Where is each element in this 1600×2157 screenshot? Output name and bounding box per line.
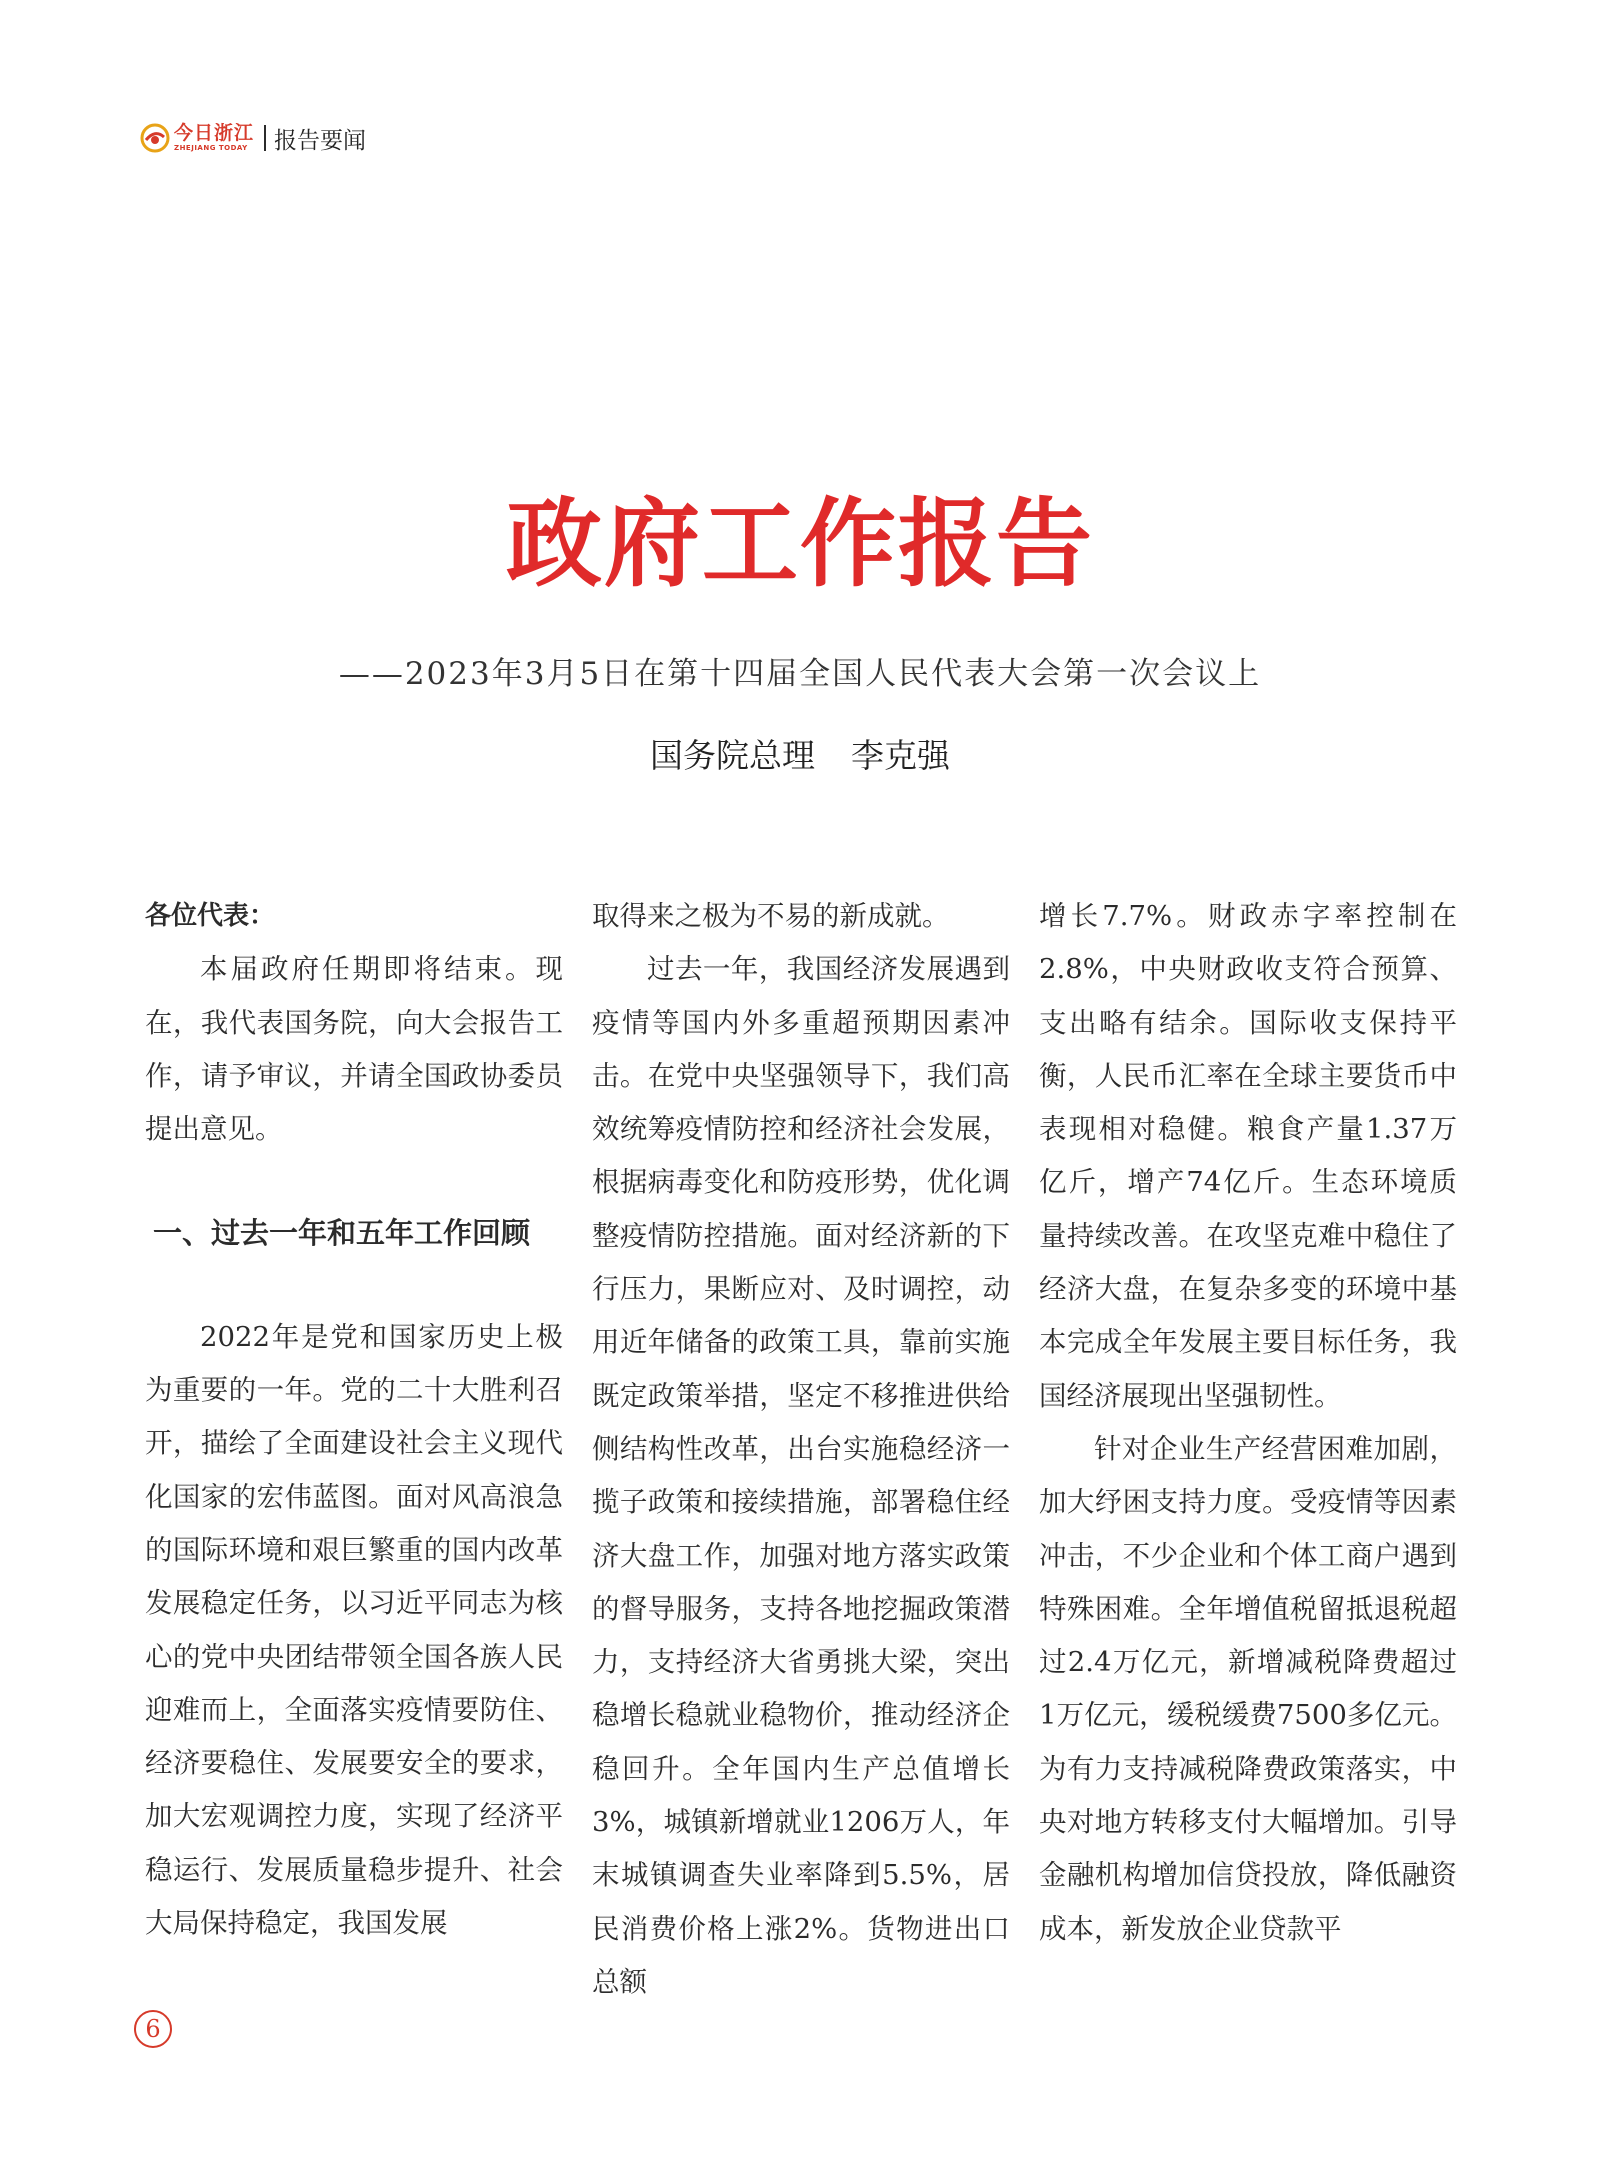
text-column-1 — [145, 890, 563, 1950]
paragraph: 2022年是党和国家历史上极为重要的一年。党的二十大胜利召开，描绘了全面建设社会主义现代化国家的宏伟蓝图。面对风高浪急的国际环境和艰巨繁重的国内改革发展稳定任务，以习近平同志为核心的党中央团结带领全国各族人民迎难而上，全面落实疫情要防住、经济要稳住、发展要安全的要求，加大宏观调控力度，实现了经济平稳运行、发展质量稳步提升、社会大局保持稳定，我国发展 — [145, 1320, 563, 1940]
paragraph: 增长7.7%。财政赤字率控制在2.8%，中央财政收支符合预算、支出略有结余。国际收支保持平衡，人民币汇率在全球主要货币中表现相对稳健。粮食产量1.37万亿斤，增产74亿斤。生态环境质量持续改善。在攻坚克难中稳住了经济大盘，在复杂多变的环境中基本完成全年发展主要目标任务，我国经济展现出坚强韧性。 — [1039, 900, 1457, 1412]
paragraph: 本届政府任期即将结束。现在，我代表国务院，向大会报告工作，请予审议，并请全国政协委员提出意见。 — [145, 953, 563, 1146]
logo-subtext: ZHEJIANG TODAY — [174, 144, 248, 152]
page-header — [140, 118, 366, 158]
paragraph: 针对企业生产经营困难加剧，加大纾困支持力度。受疫情等因素冲击，不少企业和个体工商户遇到特殊困难。全年增值税留抵退税超过2.4万亿元，新增减税降费超过1万亿元，缓税缓费7500多亿元。为有力支持减税降费政策落实，中央对地方转移支付大幅增加。引导金融机构增加信贷投放，降低融资成本，新发放企业贷款平 — [1039, 1432, 1457, 1945]
logo-icon — [140, 123, 170, 153]
article-subtitle: ——2023年3月5日在第十四届全国人民代表大会第一次会议上 — [338, 656, 1262, 692]
logo-text: 今日浙江 — [174, 122, 255, 144]
author-line — [0, 730, 1600, 777]
text-column-3 — [1039, 890, 1457, 1956]
logo — [140, 123, 254, 153]
paragraph: 过去一年，我国经济发展遇到疫情等国内外多重超预期因素冲击。在党中央坚强领导下，我们高效统筹疫情防控和经济社会发展，根据病毒变化和防疫形势，优化调整疫情防控措施。面对经济新的下行压力，果断应对、及时调控，动用近年储备的政策工具，靠前实施既定政策举措，坚定不移推进供给侧结构性改革，出台实施稳经济一揽子政策和接续措施，部署稳住经济大盘工作，加强对地方落实政策的督导服务，支持各地挖掘政策潜力，支持经济大省勇挑大梁，突出稳增长稳就业稳物价，推动经济企稳回升。全年国内生产总值增长3%，城镇新增就业1206万人，年末城镇调查失业率降到5.5%，居民消费价格上涨2%。货物进出口总额 — [592, 953, 1010, 1998]
author-role: 国务院总理 — [650, 736, 815, 775]
paragraph: 取得来之极为不易的新成就。 — [592, 900, 950, 932]
article-title: 政府工作报告 — [506, 488, 1094, 600]
section-heading: 一、过去一年和五年工作回顾 — [153, 1216, 531, 1251]
page-number: 6 — [134, 2010, 172, 2048]
section-label: 报告要闻 — [274, 127, 367, 154]
author-name: 李克强 — [851, 736, 950, 775]
text-column-2 — [592, 890, 1010, 2009]
header-divider — [264, 125, 266, 151]
salutation: 各位代表： — [145, 901, 276, 931]
